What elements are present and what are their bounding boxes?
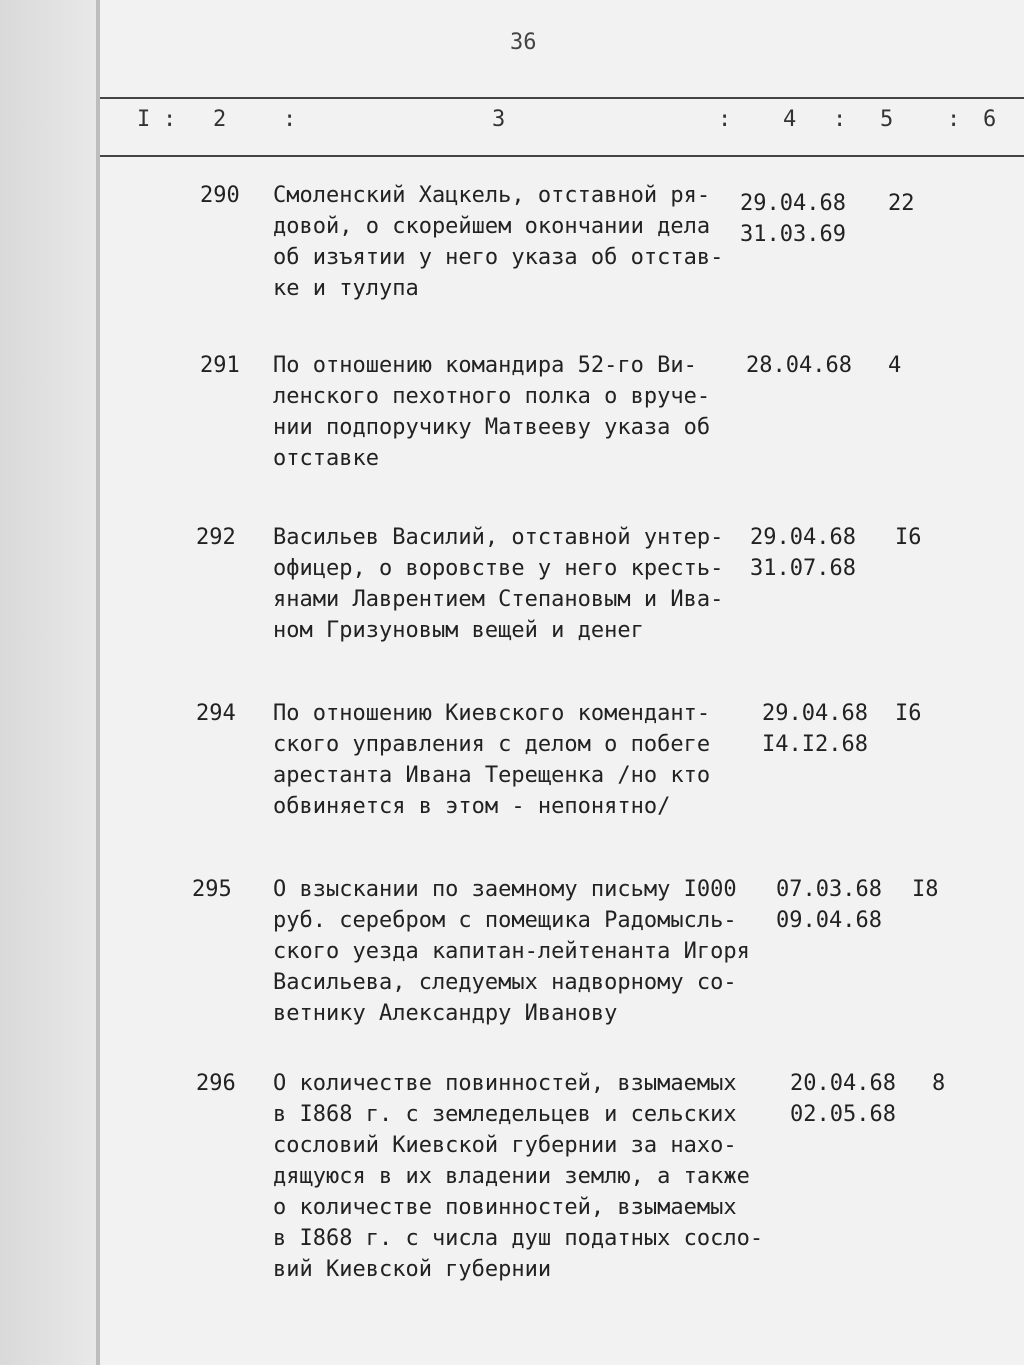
- page-fold: [96, 0, 100, 1365]
- description-line: ского управления с делом о побеге: [273, 732, 711, 757]
- description-line: в I868 г. с числа душ податных сосло-: [273, 1226, 764, 1251]
- description-line: довой, о скорейшем окончании дела: [273, 214, 711, 239]
- col-head-sep: :: [947, 107, 961, 132]
- description-line: об изъятии у него указа об отстав-: [273, 245, 724, 270]
- date-start: 07.03.68: [776, 877, 882, 902]
- description-line: дящуюся в их владении землю, а также: [273, 1164, 750, 1189]
- description-line: По отношению Киевского комендант-: [273, 701, 711, 726]
- description-line: О взыскании по заемному письму I000: [273, 877, 737, 902]
- description-line: в I868 г. с земледельцев и сельских: [273, 1102, 737, 1127]
- entry-description: [273, 698, 743, 822]
- page-number: 36: [510, 30, 537, 55]
- col-head-sep: :: [163, 107, 177, 132]
- description-line: сословий Киевской губернии за нахо-: [273, 1133, 737, 1158]
- header-rule-top: [100, 97, 1024, 99]
- left-page-margin: [0, 0, 100, 1365]
- col-head-6: 6: [983, 107, 997, 132]
- entry-sheets: 8: [932, 1071, 946, 1096]
- description-line: По отношению командира 52-го Ви-: [273, 353, 697, 378]
- entry-dates: [776, 874, 882, 936]
- description-line: Смоленский Хацкель, отставной ря-: [273, 183, 711, 208]
- date-end: 31.03.69: [740, 222, 846, 247]
- description-line: офицер, о воровстве у него кресть-: [273, 556, 724, 581]
- entry-dates: [762, 698, 868, 760]
- entry-sheets: I6: [895, 525, 922, 550]
- date-start: 29.04.68: [740, 191, 846, 216]
- date-end: 09.04.68: [776, 908, 882, 933]
- description-line: ленского пехотного полка о вруче-: [273, 384, 711, 409]
- entry-description: [273, 874, 750, 1029]
- description-line: ке и тулупа: [273, 276, 419, 301]
- col-head-sep: :: [718, 107, 732, 132]
- col-head-3: 3: [492, 107, 506, 132]
- date-end: 02.05.68: [790, 1102, 896, 1127]
- col-head-4: 4: [783, 107, 797, 132]
- date-end: 31.07.68: [750, 556, 856, 581]
- entry-sheets: 4: [888, 353, 902, 378]
- description-line: руб. серебром с помещика Радомысль-: [273, 908, 737, 933]
- date-start: 20.04.68: [790, 1071, 896, 1096]
- entry-number: 295: [192, 877, 232, 902]
- description-line: нии подпоручику Матвееву указа об: [273, 415, 711, 440]
- date-start: 29.04.68: [750, 525, 856, 550]
- entry-dates: [750, 522, 856, 584]
- description-line: Васильев Василий, отставной унтер-: [273, 525, 724, 550]
- description-line: янами Лаврентием Степановым и Ива-: [273, 587, 724, 612]
- description-line: о количестве повинностей, взымаемых: [273, 1195, 737, 1220]
- entry-dates: [746, 350, 852, 381]
- header-rule-bottom: [100, 155, 1024, 157]
- col-head-2: 2: [213, 107, 227, 132]
- col-head-sep: :: [283, 107, 297, 132]
- description-line: ветнику Александру Иванову: [273, 1001, 618, 1026]
- description-line: О количестве повинностей, взымаемых: [273, 1071, 737, 1096]
- description-line: арестанта Ивана Терещенка /но кто: [273, 763, 711, 788]
- entry-number: 290: [200, 183, 240, 208]
- description-line: обвиняется в этом - непонятно/: [273, 794, 671, 819]
- entry-number: 292: [196, 525, 236, 550]
- date-start: 28.04.68: [746, 353, 852, 378]
- entry-sheets: 22: [888, 191, 915, 216]
- entry-dates: [790, 1068, 896, 1130]
- entry-number: 294: [196, 701, 236, 726]
- entry-number: 296: [196, 1071, 236, 1096]
- description-line: ского уезда капитан-лейтенанта Игоря: [273, 939, 750, 964]
- description-line: вий Киевской губернии: [273, 1257, 552, 1282]
- entry-dates: [740, 188, 846, 250]
- entry-description: [273, 350, 743, 474]
- entry-sheets: I6: [895, 701, 922, 726]
- description-line: Васильева, следуемых надворному со-: [273, 970, 737, 995]
- description-line: отставке: [273, 446, 379, 471]
- col-head-sep: :: [833, 107, 847, 132]
- date-start: 29.04.68: [762, 701, 868, 726]
- entry-sheets: I8: [912, 877, 939, 902]
- entry-description: [273, 522, 743, 646]
- entry-description: [273, 180, 743, 304]
- col-head-1: I: [137, 107, 151, 132]
- entry-description: [273, 1068, 764, 1285]
- date-end: I4.I2.68: [762, 732, 868, 757]
- description-line: ном Гризуновым вещей и денег: [273, 618, 644, 643]
- entry-number: 291: [200, 353, 240, 378]
- col-head-5: 5: [880, 107, 894, 132]
